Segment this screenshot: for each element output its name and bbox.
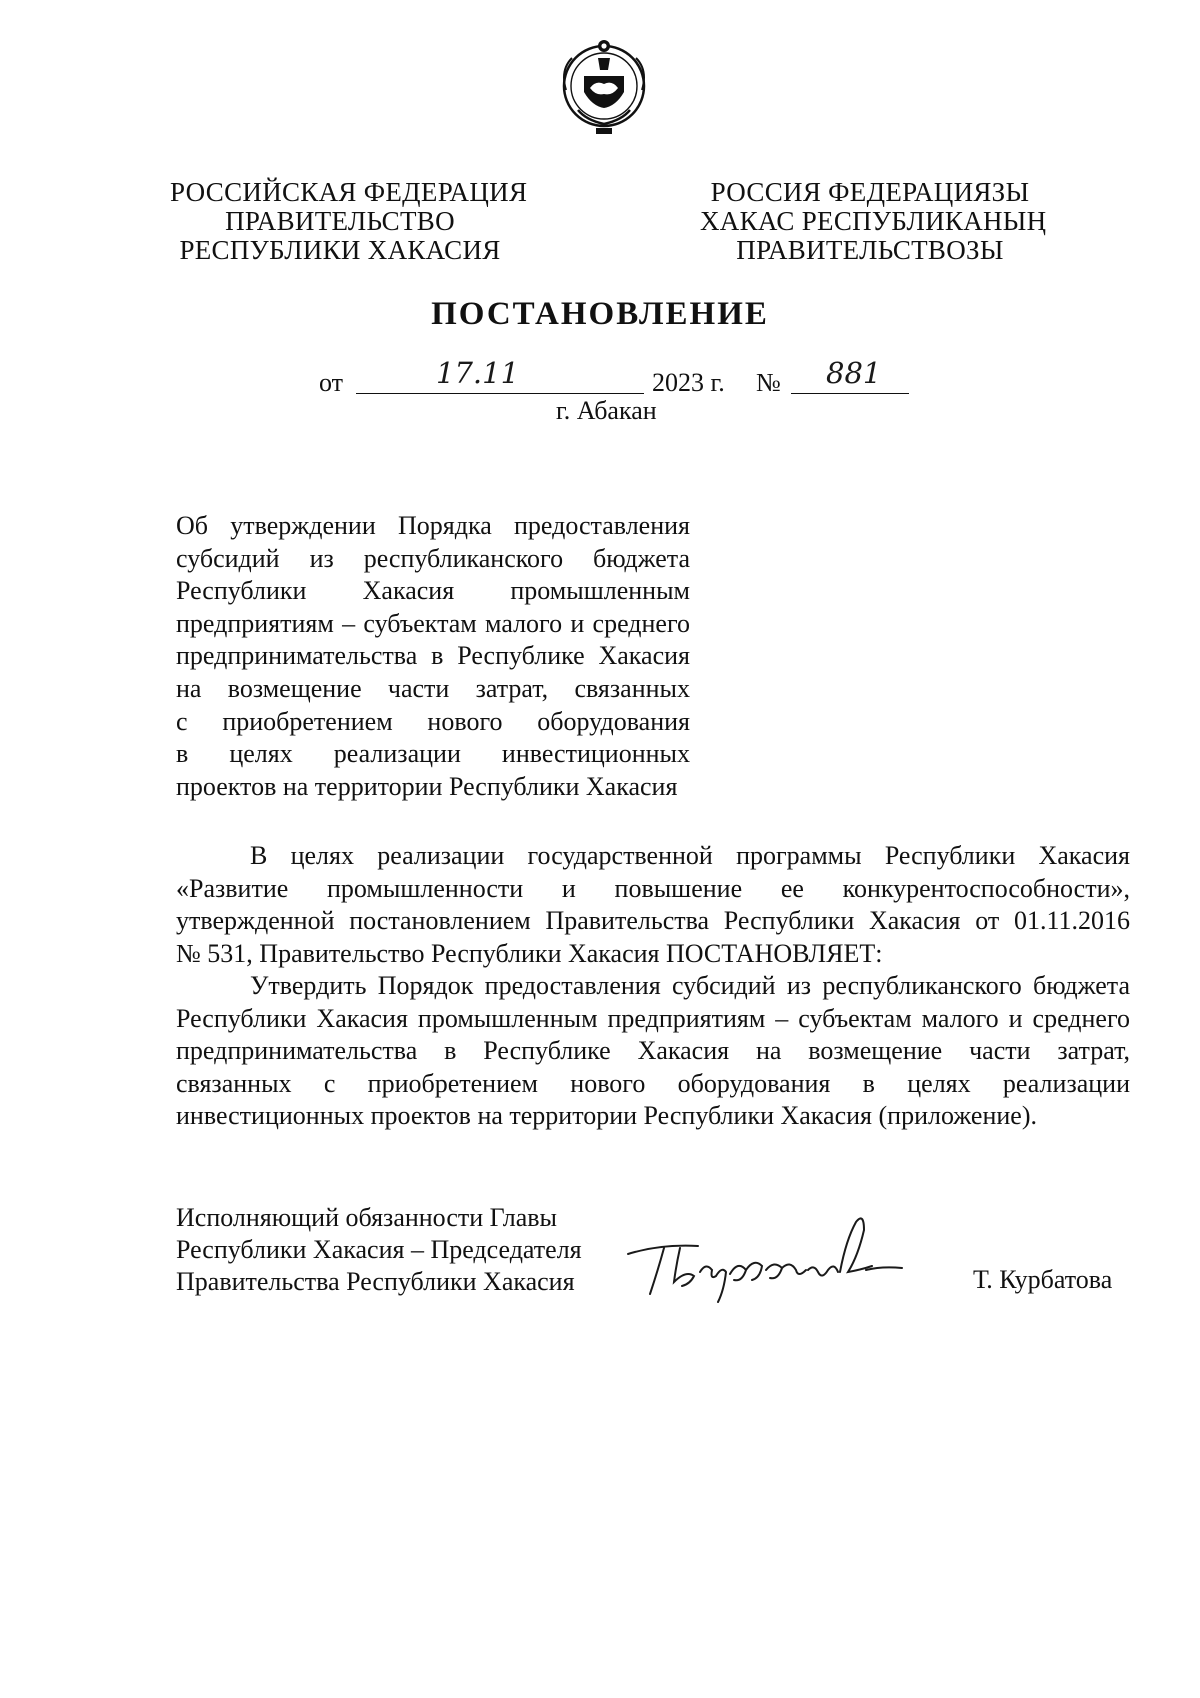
signatory-position-line: Правительства Республики Хакасия: [176, 1267, 575, 1296]
signatory-name: Т. Курбатова: [973, 1265, 1113, 1294]
body-line: предпринимательства в Республике Хакасия на возмещение части затрат,: [176, 1036, 1130, 1065]
number-label: №: [756, 368, 781, 397]
document-type-title: ПОСТАНОВЛЕНИЕ: [431, 296, 769, 332]
header-right-line-2: ХАКАС РЕСПУБЛИКАНЫҢ: [700, 206, 1047, 236]
subject-line: Республики Хакасия промышленным: [176, 576, 690, 606]
header-right-line-3: ПРАВИТЕЛЬСТВОЗЫ: [736, 235, 1004, 265]
subject-line: на возмещение части затрат, связанных: [176, 673, 690, 703]
body-line: связанных с приобретением нового оборудования в целях реализации: [176, 1068, 1130, 1098]
header-left-line-2: ПРАВИТЕЛЬСТВО: [225, 206, 455, 236]
number-handwritten: 881: [826, 356, 882, 390]
body-line: инвестиционных проектов на территории Республики Хакасия (приложение).: [176, 1101, 1037, 1130]
handwritten-signature: [620, 1200, 920, 1310]
body-line: Утвердить Порядок предоставления субсидий из республиканского бюджета: [250, 971, 1130, 1000]
subject-line: Об утверждении Порядка предоставления: [176, 511, 690, 540]
date-underline: [356, 393, 644, 394]
resolution-body: [176, 840, 1130, 1133]
subject-line: в целях реализации инвестиционных: [176, 739, 690, 769]
coat-of-arms-icon: [556, 36, 652, 140]
body-line: № 531, Правительство Республики Хакасия ПОСТАНОВЛЯЕТ:: [176, 938, 883, 968]
header-left-line-3: РЕСПУБЛИКИ ХАКАСИЯ: [179, 235, 501, 265]
date-year: 2023 г.: [652, 368, 725, 397]
subject-line: предпринимательства в Республике Хакасия: [176, 641, 690, 671]
body-line: В целях реализации государственной программы Республики Хакасия: [250, 841, 1130, 870]
subject-line: проектов на территории Республики Хакасия: [176, 771, 678, 801]
number-underline: [791, 393, 909, 394]
header-right-line-1: РОССИЯ ФЕДЕРАЦИЯЗЫ: [710, 177, 1030, 207]
subject-block: [176, 510, 690, 803]
date-prefix: от: [319, 368, 344, 397]
signatory-position-line: Исполняющий обязанности Главы: [176, 1203, 557, 1232]
header-left-block: [170, 177, 528, 265]
body-line: Республики Хакасия промышленным предприятиям – субъектам малого и среднего: [176, 1003, 1130, 1033]
city-line: г. Абакан: [556, 396, 657, 425]
signatory-position: [176, 1202, 582, 1298]
header-left-line-1: РОССИЙСКАЯ ФЕДЕРАЦИЯ: [170, 177, 528, 207]
subject-line: предприятиям – субъектам малого и среднего: [176, 608, 690, 638]
header-right-block: [700, 177, 1047, 265]
subject-line: субсидий из республиканского бюджета: [176, 543, 690, 573]
subject-line: с приобретением нового оборудования: [176, 706, 690, 736]
date-handwritten: 17.11: [436, 356, 520, 390]
body-line: «Развитие промышленности и повышение ее конкурентоспособности»,: [176, 873, 1130, 903]
body-line: утвержденной постановлением Правительства Республики Хакасия от 01.11.2016: [176, 906, 1130, 935]
signatory-position-line: Республики Хакасия – Председателя: [176, 1235, 582, 1264]
